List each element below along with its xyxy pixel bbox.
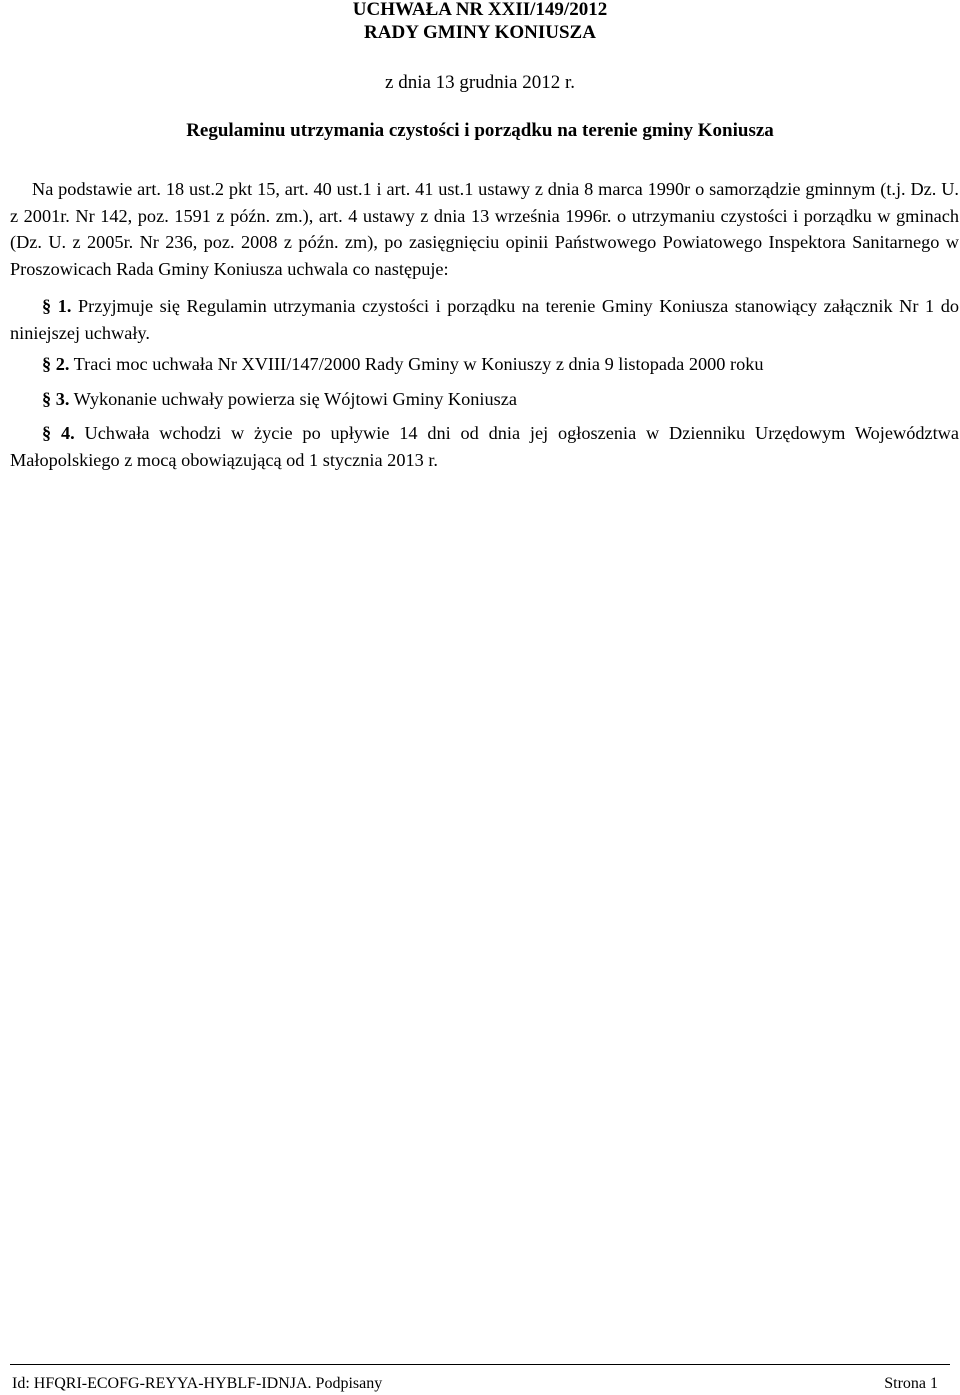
footer-divider [10, 1364, 950, 1365]
council-name: RADY GMINY KONIUSZA [364, 22, 596, 43]
footer-document-id: Id: HFQRI-ECOFG-REYYA-HYBLF-IDNJA. Podpisany [12, 1375, 383, 1392]
paragraph-4 [10, 420, 959, 473]
resolution-date: z dnia 13 grudnia 2012 r. [385, 72, 575, 93]
paragraph-4-text: Uchwała wchodzi w życie po upływie 14 dni od dnia jej ogłoszenia w Dzienniku Urzędowym Województwa Małopolskiego z mocą obowiązującą od 1 stycznia 2013 r. [10, 423, 959, 470]
paragraph-3-number: § 3. [42, 389, 70, 409]
paragraph-2-text: Traci moc uchwała Nr XVIII/147/2000 Rady Gminy w Koniuszy z dnia 9 listopada 2000 roku [69, 354, 764, 374]
resolution-title: UCHWAŁA NR XXII/149/2012 [352, 0, 608, 20]
resolution-subject: Regulaminu utrzymania czystości i porządku na terenie gminy Koniusza [186, 120, 774, 141]
paragraph-1-text: Przyjmuje się Regulamin utrzymania czystości i porządku na terenie Gminy Koniusza stanowiący załącznik Nr 1 do niniejszej uchwały. [10, 296, 959, 343]
preamble: Na podstawie art. 18 ust.2 pkt 15, art. 40 ust.1 i art. 41 ust.1 ustawy z dnia 8 marca 1990r o samorządzie gminnym (t.j. Dz. U. z 2001r. Nr 142, poz. 1591 z późn. zm.), art. 4 ustawy z dnia 13 września 1996r. o utrzymaniu czystości i porządku w gminach (Dz. U. z 2005r. Nr 236, poz. 2008 z późn. zm), po zasięgnięciu opinii Państwowego Powiatowego Inspektora Sanitarnego w Proszowicach Rada Gminy Koniusza uchwala co następuje: [10, 179, 959, 279]
footer-page-number: Strona 1 [884, 1375, 938, 1392]
paragraph-1 [10, 293, 959, 346]
paragraph-3 [10, 386, 959, 413]
paragraph-1-number: § 1. [42, 296, 72, 316]
paragraph-3-text: Wykonanie uchwały powierza się Wójtowi Gminy Koniusza [69, 389, 517, 409]
paragraph-4-number: § 4. [42, 423, 75, 443]
paragraph-2-number: § 2. [42, 354, 70, 374]
paragraph-2 [10, 351, 959, 378]
